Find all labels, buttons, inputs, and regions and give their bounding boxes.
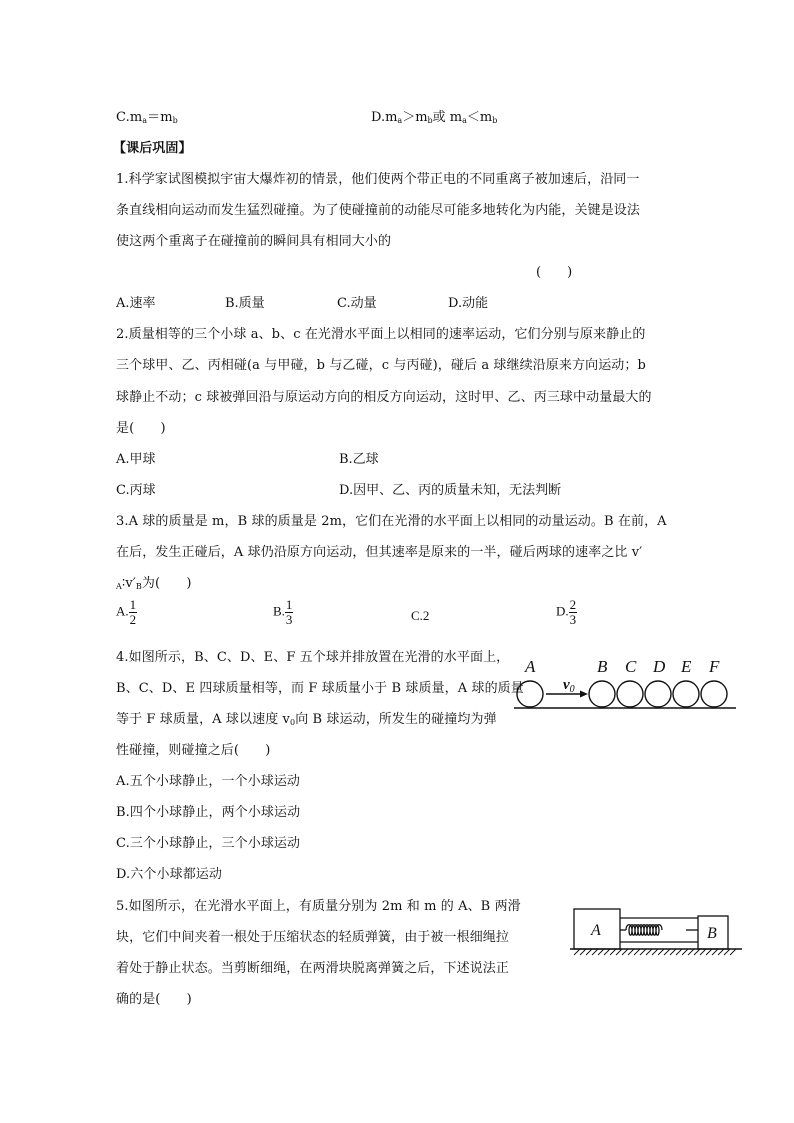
q5-line-2: 块，它们中间夹着一根处于压缩状态的轻质弹簧，由于被一根细绳拉 xyxy=(116,930,510,945)
q4-option-b: B.四个小球静止，两个小球运动 xyxy=(116,805,301,820)
q2-line-2: 三个球甲、乙、丙相碰(a 与甲碰，b 与乙碰，c 与丙碰)，碰后 a 球继续沿原来方向运动；b xyxy=(116,358,646,373)
q4-line-4: 性碰撞，则碰撞之后( ) xyxy=(116,743,271,758)
q1-line-3: 使这两个重离子在碰撞前的瞬间具有相同大小的 xyxy=(116,234,392,249)
q4-option-c: C.三个小球静止，三个小球运动 xyxy=(116,836,301,851)
q1-option-c: C.动量 xyxy=(337,296,377,311)
ball-d-label: D xyxy=(653,657,666,676)
q3-option-a: A. $\frac{1}{2}$ xyxy=(116,597,137,627)
prev-option-d: $D.m_a>m_b$或 $m_a<m_b$ xyxy=(371,110,498,125)
velocity-label: $v_0$ xyxy=(563,677,575,695)
q3-line-1: 3.A 球的质量是 m，B 球的质量是 2m，它们在光滑的水平面上以相同的动量运动。B 在前，A xyxy=(116,514,667,529)
q5-spring-figure xyxy=(570,906,742,962)
block-b-label: B xyxy=(707,925,717,942)
q3-option-d: D. $\frac{2}{3}$ xyxy=(556,597,577,627)
spring-coil xyxy=(626,925,662,936)
ball-f-label: F xyxy=(709,657,720,676)
q2-option-d: D.因甲、乙、丙的质量未知，无法判断 xyxy=(339,483,562,498)
q1-option-a: A.速率 xyxy=(116,296,156,311)
velocity-arrowhead xyxy=(580,691,588,698)
section-title: 【课后巩固】 xyxy=(113,141,192,156)
q4-line-3: 等于 F 球质量，A 球以速度 $v_0$向 B 球运动，所发生的碰撞均为弹 xyxy=(116,712,497,727)
q4-option-d: D.六个小球都运动 xyxy=(116,867,222,882)
q3-option-b: B. $\frac{1}{3}$ xyxy=(273,597,293,627)
q3-line-3: $_A∶v'_B$为( ) xyxy=(116,576,192,591)
q3-option-d-fraction: $\frac{2}{3}$ xyxy=(569,597,577,627)
q4-line-2: B、C、D、E 四球质量相等，而 F 球质量小于 B 球质量，A 球的质量 xyxy=(116,681,524,696)
ball-a-label: A xyxy=(525,657,536,676)
q5-line-3: 着处于静止状态。当剪断细绳，在两滑块脱离弹簧之后，下述说法正 xyxy=(116,961,510,976)
prev-option-c: $C.m_a=m_b$ xyxy=(116,110,178,125)
ball-b xyxy=(589,681,615,707)
ball-c-label: C xyxy=(625,657,637,676)
q5-line-4: 确的是( ) xyxy=(116,992,192,1007)
q5-line-1: 5.如图所示，在光滑水平面上，有质量分别为 2m 和 m 的 A、B 两滑 xyxy=(116,899,521,914)
q1-line-1: 1.科学家试图模拟宇宙大爆炸初的情景，他们使两个带正电的不同重离子被加速后，沿同一 xyxy=(116,172,640,187)
q4-balls-figure xyxy=(510,652,740,714)
q1-option-d: D.动能 xyxy=(448,296,489,311)
ball-b-label: B xyxy=(597,657,608,676)
q2-line-1: 2.质量相等的三个小球 a、b、c 在光滑水平面上以相同的速率运动，它们分别与原来静止的 xyxy=(116,327,646,342)
q2-line-3: 球静止不动；c 球被弹回沿与原运动方向的相反方向运动，这时甲、乙、丙三球中动量最大的 xyxy=(116,390,652,405)
block-a-label: A xyxy=(591,922,601,939)
q2-line-4: 是( ) xyxy=(116,421,166,436)
ball-e-label: E xyxy=(681,657,692,676)
q2-option-b: B.乙球 xyxy=(339,452,379,467)
q2-option-a: A.甲球 xyxy=(116,452,156,467)
q1-answer-paren: ( ) xyxy=(536,265,573,280)
q4-option-a: A.五个小球静止，一个小球运动 xyxy=(116,774,301,789)
ball-c xyxy=(617,681,643,707)
ball-f xyxy=(701,681,727,707)
q2-option-c: C.丙球 xyxy=(116,483,156,498)
q3-option-c: C.2 xyxy=(411,608,430,623)
ball-e xyxy=(673,681,699,707)
q3-option-b-fraction: $\frac{1}{3}$ xyxy=(285,597,293,627)
ball-d xyxy=(645,681,671,707)
q3-line-2: 在后，发生正碰后，A 球仍沿原方向运动，但其速率是原来的一半，碰后两球的速率之比 v′ xyxy=(116,545,643,560)
q1-line-2: 条直线相向运动而发生猛烈碰撞。为了使碰撞前的动能尽可能多地转化为内能，关键是设法 xyxy=(116,203,641,218)
floor-hatching xyxy=(574,949,736,955)
ball-a xyxy=(517,681,543,707)
q1-option-b: B.质量 xyxy=(225,296,265,311)
q4-line-1: 4.如图所示，B、C、D、E、F 五个球并排放置在光滑的水平面上， xyxy=(116,650,510,665)
q3-option-a-fraction: $\frac{1}{2}$ xyxy=(129,597,137,627)
